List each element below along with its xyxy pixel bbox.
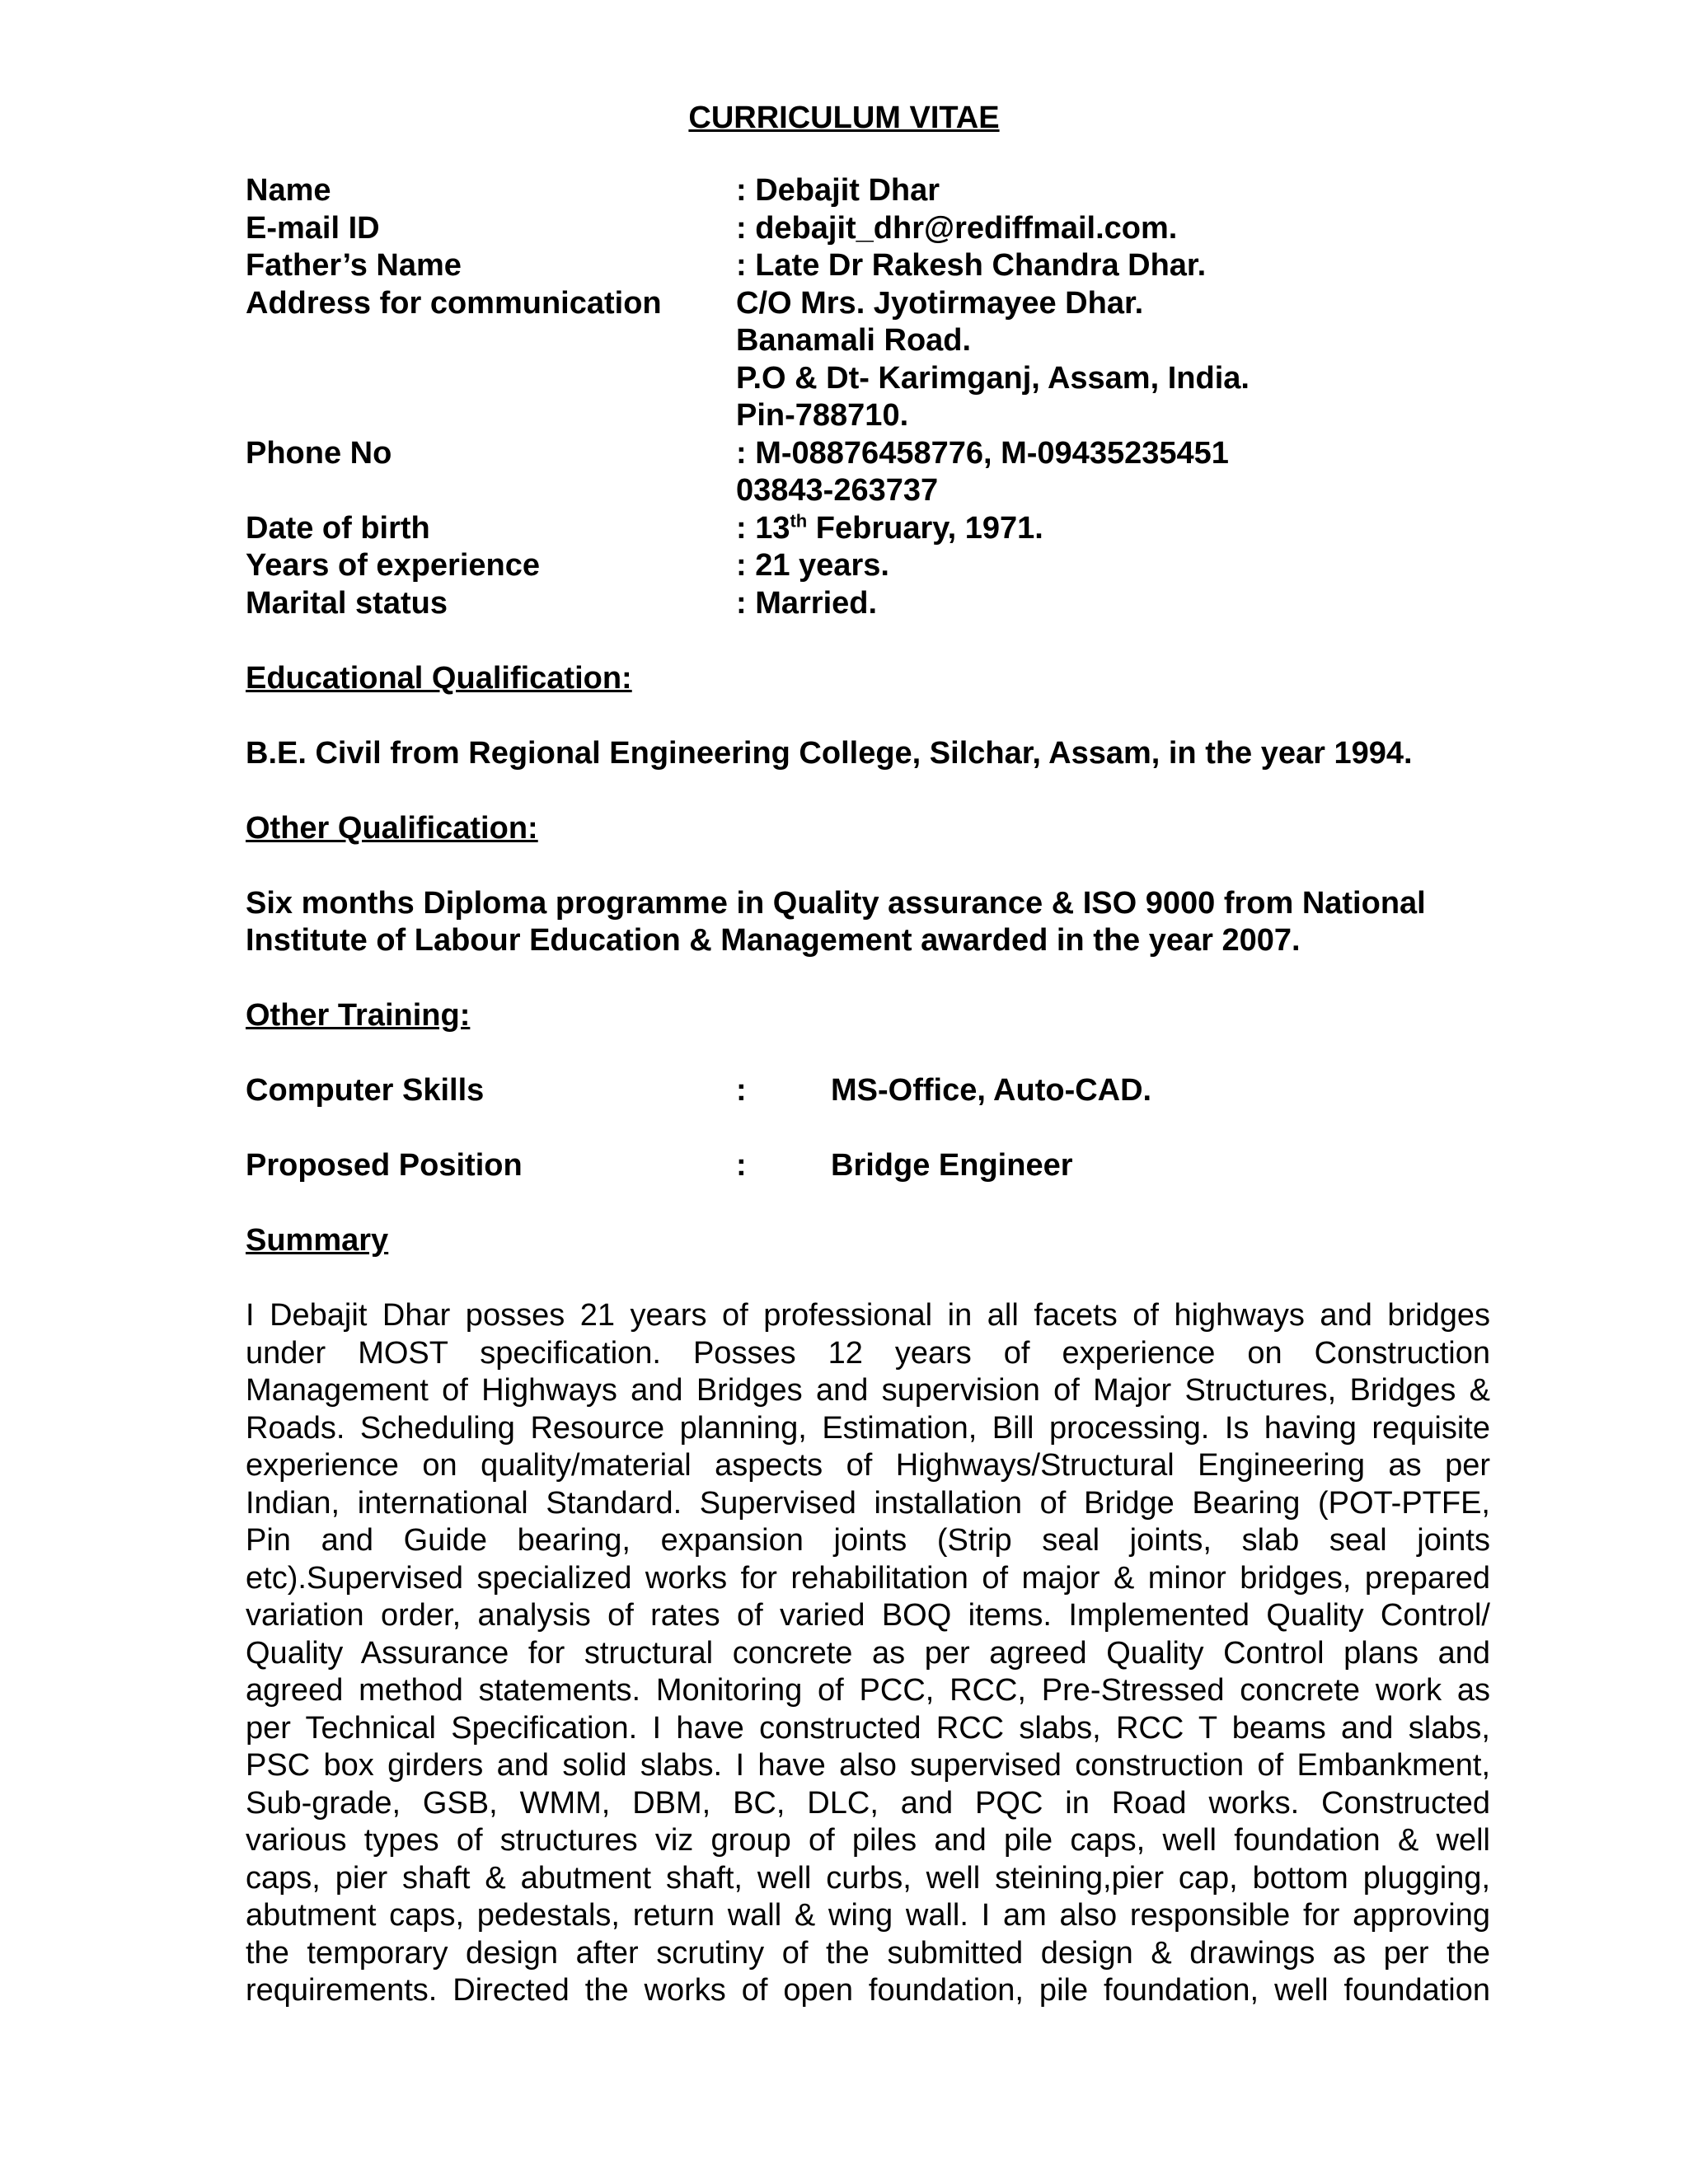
computer-skills-value: MS-Office, Auto-CAD.	[831, 1073, 1152, 1108]
education-text: B.E. Civil from Regional Engineering College, Silchar, Assam, in the year 1994.	[246, 735, 1413, 771]
computer-skills-label: Computer Skills	[246, 1073, 485, 1108]
address-value	[736, 285, 1490, 435]
other-training-heading: Other Training:	[246, 998, 471, 1033]
summary-line: Roads. Scheduling Resource planning, Estimation, Bill processing. Is having requisite	[246, 1410, 1490, 1446]
email-row	[246, 210, 1490, 248]
name-label: Name	[246, 173, 331, 208]
dob-day: : 13	[736, 510, 790, 546]
dob-label: Date of birth	[246, 510, 430, 546]
cv-content	[246, 172, 1490, 2010]
summary-line: the temporary design after scrutiny of the submitted design & drawings as per the	[246, 1935, 1490, 1971]
father-label: Father’s Name	[246, 248, 462, 283]
summary-line: Management of Highways and Bridges and supervision of Major Structures, Bridges &	[246, 1373, 1490, 1408]
summary-line: Sub-grade, GSB, WMM, DBM, BC, DLC, and PQC in Road works. Constructed	[246, 1785, 1490, 1821]
experience-row	[246, 547, 1490, 585]
document-title: CURRICULUM VITAE	[688, 101, 1000, 135]
proposed-position-row	[246, 1147, 1490, 1185]
dob-ordinal: th	[790, 509, 808, 531]
name-value: : Debajit Dhar	[736, 173, 940, 208]
summary-line: I Debajit Dhar posses 21 years of professional in all facets of highways and bridges	[246, 1298, 1490, 1333]
other-qualification-line: Six months Diploma programme in Quality assurance & ISO 9000 from National	[246, 885, 1426, 921]
proposed-position-colon: :	[736, 1148, 747, 1183]
summary-line: per Technical Specification. I have constructed RCC slabs, RCC T beams and slabs,	[246, 1710, 1490, 1746]
summary-line: requirements. Directed the works of open foundation, pile foundation, well foundation	[246, 1973, 1490, 2008]
name-row	[246, 172, 1490, 210]
summary-line: Quality Assurance for structural concrete as per agreed Quality Control plans and	[246, 1635, 1490, 1671]
marital-row	[246, 585, 1490, 623]
address-line: P.O & Dt- Karimganj, Assam, India.	[736, 360, 1250, 396]
dob-value	[736, 510, 1490, 548]
summary-line: abutment caps, pedestals, return wall & wing wall. I am also responsible for approving	[246, 1898, 1490, 1933]
dob-row	[246, 510, 1490, 548]
computer-skills-row	[246, 1072, 1490, 1110]
phone-label: Phone No	[246, 435, 392, 471]
other-qualification-heading: Other Qualification:	[246, 810, 538, 846]
summary-line: experience on quality/material aspects of Highways/Structural Engineering as per	[246, 1448, 1490, 1483]
dob-month-year: February, 1971.	[807, 510, 1043, 546]
summary-line: variation order, analysis of rates of varied BOQ items. Implemented Quality Control/	[246, 1598, 1490, 1633]
address-line: C/O Mrs. Jyotirmayee Dhar.	[736, 285, 1144, 321]
marital-label: Marital status	[246, 585, 448, 621]
summary-line: various types of structures viz group of piles and pile caps, well foundation & well	[246, 1823, 1490, 1858]
father-value: : Late Dr Rakesh Chandra Dhar.	[736, 248, 1207, 283]
summary-line: Indian, international Standard. Supervised installation of Bridge Bearing (POT-PTFE,	[246, 1485, 1490, 1521]
summary-heading: Summary	[246, 1223, 389, 1258]
experience-label: Years of experience	[246, 548, 540, 583]
phone-row	[246, 435, 1490, 510]
email-value: : debajit_dhr@rediffmail.com.	[736, 210, 1178, 246]
summary-line: etc).Supervised specialized works for rehabilitation of major & minor bridges, prepared	[246, 1560, 1490, 1596]
summary-line: under MOST specification. Posses 12 years of experience on Construction	[246, 1335, 1490, 1371]
summary-line: Pin and Guide bearing, expansion joints (Strip seal joints, slab seal joints	[246, 1523, 1490, 1558]
other-qualification-line: Institute of Labour Education & Management awarded in the year 2007.	[246, 923, 1301, 958]
experience-value: : 21 years.	[736, 548, 889, 583]
email-label: E-mail ID	[246, 210, 380, 246]
summary-line: agreed method statements. Monitoring of PCC, RCC, Pre-Stressed concrete work as	[246, 1673, 1490, 1708]
address-label: Address for communication	[246, 285, 662, 321]
phone-line: 03843-263737	[736, 473, 939, 508]
summary-paragraph	[246, 1297, 1490, 2010]
proposed-position-value: Bridge Engineer	[831, 1148, 1073, 1183]
address-line: Banamali Road.	[736, 323, 972, 358]
education-heading: Educational Qualification:	[246, 660, 632, 696]
computer-skills-colon: :	[736, 1073, 747, 1108]
father-row	[246, 247, 1490, 285]
phone-value	[736, 435, 1490, 510]
address-line: Pin-788710.	[736, 398, 909, 433]
phone-line: : M-08876458776, M-09435235451	[736, 435, 1229, 471]
summary-line: PSC box girders and solid slabs. I have also supervised construction of Embankment,	[246, 1748, 1490, 1783]
summary-line: caps, pier shaft & abutment shaft, well curbs, well steining,pier cap, bottom plugging,	[246, 1860, 1490, 1896]
address-row	[246, 285, 1490, 435]
marital-value: : Married.	[736, 585, 878, 621]
proposed-position-label: Proposed Position	[246, 1148, 523, 1183]
